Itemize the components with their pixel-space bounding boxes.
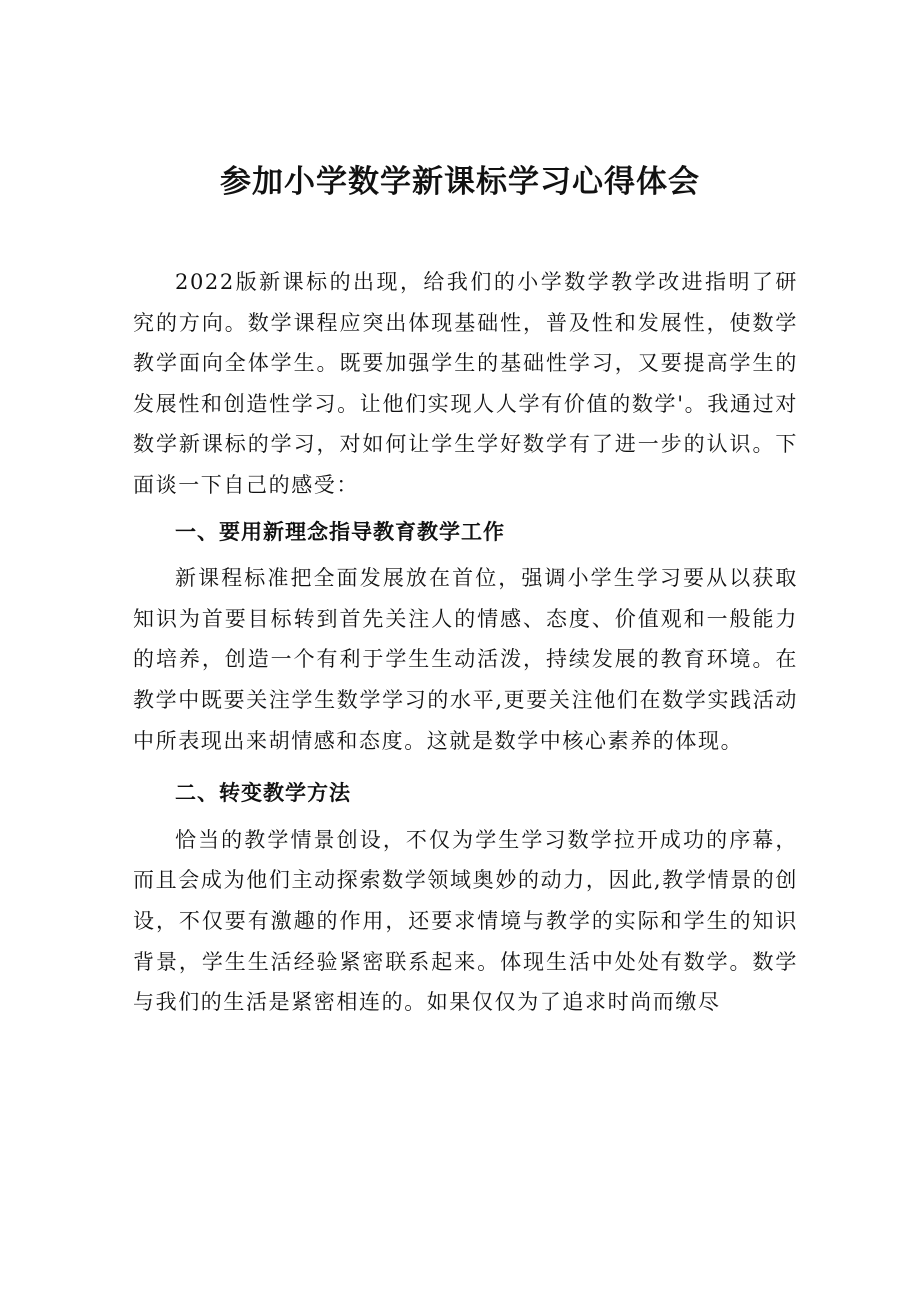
section-heading-2: 二、转变教学方法: [175, 781, 351, 806]
section-paragraph-2: 恰当的教学情景创设，不仅为学生学习数学拉开成功的序幕，而且会成为他们主动探索数学领域奥妙的动力，因此,教学情景的创设，不仅要有激趣的作用，还要求情境与教学的实际和学生的知识背景，学生生活经验紧密联系起来。体现生活中处处有数学。数学与我们的生活是紧密相连的。如果仅仅为了追求时尚而缴尽: [133, 827, 798, 1015]
section-heading-1: 一、要用新理念指导教育教学工作: [175, 519, 505, 544]
section-paragraph-1: 新课程标准把全面发展放在首位，强调小学生学习要从以获取知识为首要目标转到首先关注人的情感、态度、价值观和一般能力的培养，创造一个有利于学生生动活泼，持续发展的教育环境。在教学中既要关注学生数学学习的水平,更要关注他们在数学实践活动中所表现出来胡情感和态度。这就是数学中核心素养的体现。: [133, 566, 798, 753]
document-title: 参加小学数学新课标学习心得体会: [220, 164, 700, 200]
spacer: [133, 761, 798, 773]
document-body: [133, 262, 798, 1023]
intro-paragraph: 2022版新课标的出现，给我们的小学数学教学改进指明了研究的方向。数学课程应突出体现基础性，普及性和发展性，使数学教学面向全体学生。既要加强学生的基础性学习，又要提高学生的发展性和创造性学习。让他们实现人人学有价值的数学'。我通过对数学新课标的学习，对如何让学生学好数学有了进一步的认识。下面谈一下自己的感受：: [133, 270, 798, 497]
